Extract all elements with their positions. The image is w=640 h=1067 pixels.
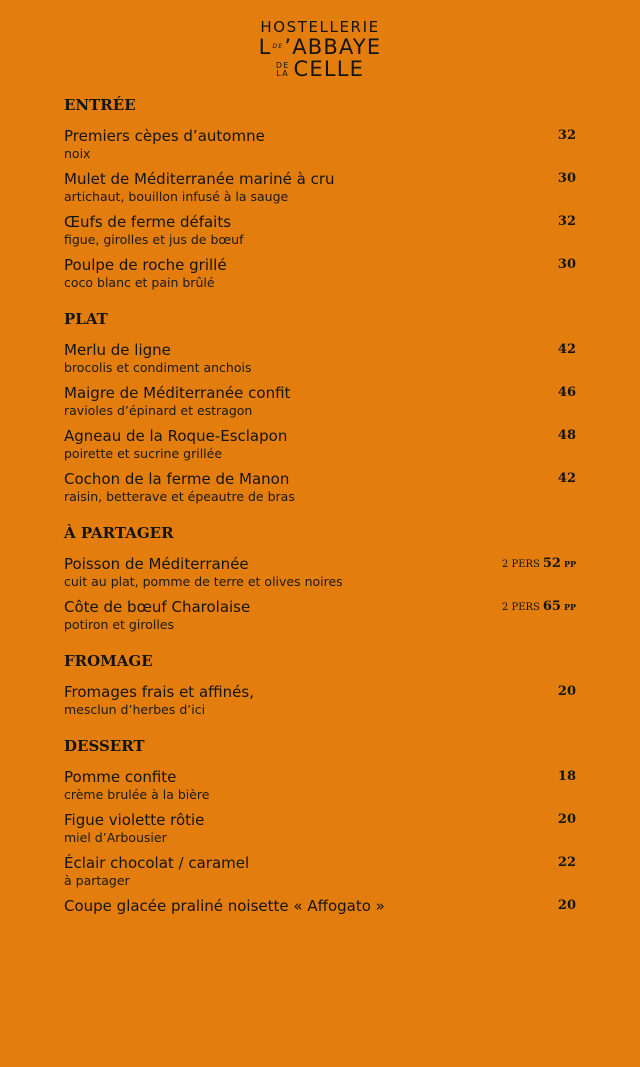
logo-de-small: DE: [272, 43, 284, 50]
item-description: raisin, betterave et épeautre de bras: [64, 489, 295, 504]
item-description: artichaut, bouillon infusé à la sauge: [64, 189, 289, 204]
price-value: 48: [557, 428, 576, 443]
section-gap: [64, 298, 578, 310]
price-value: 46: [557, 385, 576, 400]
menu-item: [64, 682, 578, 718]
item-price: [558, 214, 576, 229]
item-description: miel d’Arbousier: [64, 830, 167, 845]
menu-item: [64, 340, 578, 376]
item-name: Pomme confite: [64, 768, 177, 786]
item-name: Figue violette rôtie: [64, 811, 205, 829]
logo-la-stack: LA: [276, 69, 289, 78]
item-price: [558, 684, 576, 699]
menu-item: [64, 126, 578, 162]
item-price: [558, 428, 576, 443]
price-value: 42: [557, 342, 576, 357]
item-price: [502, 599, 576, 614]
item-price: [558, 171, 576, 186]
logo-abbaye: ’ABBAYE: [284, 35, 382, 59]
menu-item: [64, 554, 578, 590]
item-description: crème brulée à la bière: [64, 787, 210, 802]
logo-line-celle: [0, 58, 640, 80]
menu-item: [64, 896, 578, 916]
section-title: À PARTAGER: [64, 524, 174, 542]
item-price: [558, 471, 576, 486]
menu-item: [64, 469, 578, 505]
item-name: Fromages frais et affinés,: [64, 683, 254, 701]
section-gap: [64, 512, 578, 524]
item-price: [558, 257, 576, 272]
item-price: [558, 898, 576, 913]
restaurant-logo: [0, 18, 640, 80]
item-name: Œufs de ferme défaits: [64, 213, 232, 231]
item-description: cuit au plat, pomme de terre et olives noires: [64, 574, 343, 589]
menu-item: [64, 169, 578, 205]
item-description: poirette et sucrine grillée: [64, 446, 223, 461]
price-value: 18: [557, 769, 576, 784]
price-value: 30: [557, 171, 576, 186]
item-description: brocolis et condiment anchois: [64, 360, 252, 375]
menu-item: [64, 597, 578, 633]
menu-item: [64, 853, 578, 889]
price-value: 42: [557, 471, 576, 486]
price-value: 22: [557, 855, 576, 870]
logo-l-letter: L: [258, 35, 272, 59]
item-description: noix: [64, 146, 91, 161]
menu-section: [64, 652, 578, 737]
item-description: à partager: [64, 873, 130, 888]
price-value: 30: [557, 257, 576, 272]
item-description: mesclun d’herbes d’ici: [64, 702, 206, 717]
item-name: Côte de bœuf Charolaise: [64, 598, 251, 616]
item-name: Poulpe de roche grillé: [64, 256, 227, 274]
menu-section: [64, 737, 578, 935]
item-price: [558, 128, 576, 143]
section-title: DESSERT: [64, 737, 145, 755]
item-name: Maigre de Méditerranée confit: [64, 384, 291, 402]
menu-item: [64, 426, 578, 462]
item-price: [558, 385, 576, 400]
price-value: 20: [557, 898, 576, 913]
section-title: FROMAGE: [64, 652, 153, 670]
menu-item: [64, 212, 578, 248]
price-value: 32: [557, 128, 576, 143]
logo-line-abbaye: [0, 36, 640, 58]
menu-item: [64, 255, 578, 291]
menu-section: [64, 310, 578, 524]
item-name: Cochon de la ferme de Manon: [64, 470, 290, 488]
item-name: Agneau de la Roque-Esclapon: [64, 427, 288, 445]
item-price: [502, 556, 576, 571]
item-description: ravioles d’épinard et estragon: [64, 403, 253, 418]
logo-line-hostellerie: HOSTELLERIE: [260, 18, 380, 36]
logo-de-stack: DE: [275, 61, 290, 70]
item-name: Poisson de Méditerranée: [64, 555, 249, 573]
item-name: Mulet de Méditerranée mariné à cru: [64, 170, 335, 188]
price-unit: PP: [563, 559, 576, 569]
item-description: coco blanc et pain brûlé: [64, 275, 215, 290]
item-price: [558, 769, 576, 784]
price-value: 20: [557, 684, 576, 699]
section-gap: [64, 640, 578, 652]
item-name: Éclair chocolat / caramel: [64, 854, 250, 872]
item-description: figue, girolles et jus de bœuf: [64, 232, 244, 247]
item-price: [558, 342, 576, 357]
item-name: Premiers cèpes d’automne: [64, 127, 265, 145]
item-name: Coupe glacée praliné noisette « Affogato »: [64, 897, 385, 915]
item-price: [558, 855, 576, 870]
item-price: [558, 812, 576, 827]
menu-item: [64, 810, 578, 846]
section-title: PLAT: [64, 310, 108, 328]
price-value: 52: [542, 556, 561, 571]
menu-section: [64, 96, 578, 310]
logo-de-la-stack: [276, 62, 290, 78]
item-name: Merlu de ligne: [64, 341, 171, 359]
price-unit: PP: [563, 602, 576, 612]
price-value: 32: [557, 214, 576, 229]
menu-item: [64, 767, 578, 803]
menu-item: [64, 383, 578, 419]
price-persons: 2 PERS: [501, 559, 540, 570]
section-title: ENTRÉE: [64, 96, 136, 114]
section-gap: [64, 923, 578, 935]
menu-section: [64, 524, 578, 652]
item-description: potiron et girolles: [64, 617, 174, 632]
price-value: 20: [557, 812, 576, 827]
logo-celle: CELLE: [293, 57, 365, 81]
price-persons: 2 PERS: [501, 602, 540, 613]
price-value: 65: [542, 599, 561, 614]
section-gap: [64, 725, 578, 737]
menu: [64, 96, 578, 935]
